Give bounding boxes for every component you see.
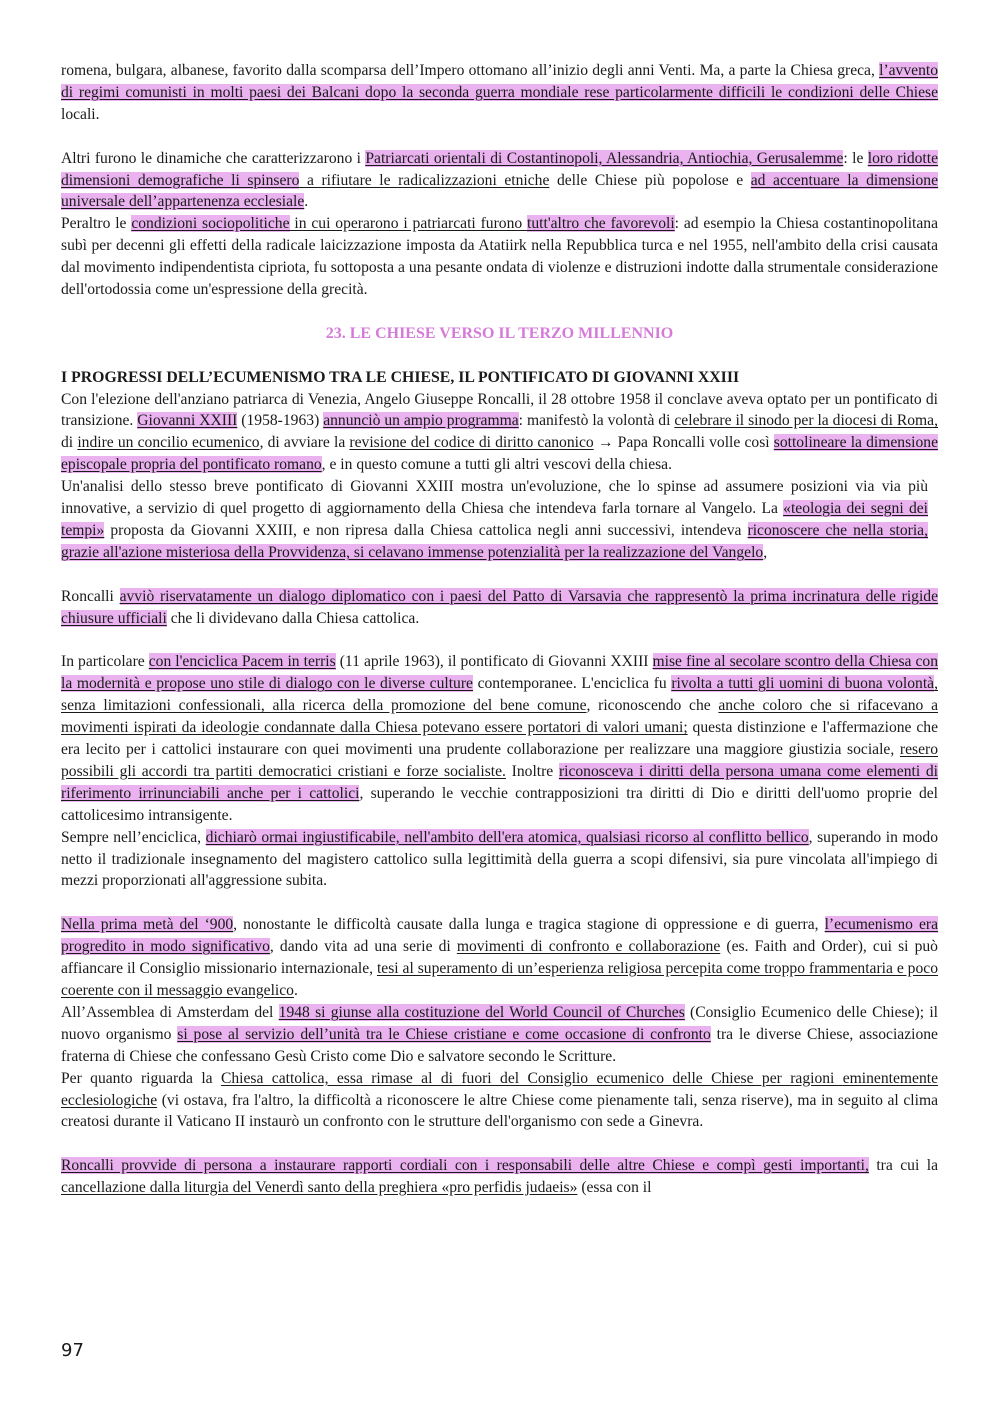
highlighted-text: ad accentuare la dimensione universale dell’appartenenza ecclesiale — [61, 171, 938, 211]
paragraph-signs-of-times — [61, 476, 938, 564]
paragraph-sociopolitical-conditions — [61, 213, 938, 301]
text-span: Inoltre — [505, 762, 559, 780]
text-span: questa distinzione e l'affermazione che era lecito per i cattolici instaurare con quei movimenti una prudente collaborazione per realizzare una maggiore giustizia sociale, — [61, 719, 938, 759]
underlined-text: celebrare il sinodo per la diocesi di Roma, — [674, 412, 938, 430]
underlined-text: in cui operarono i patriarcati furono — [289, 215, 528, 233]
paragraph-roncalli-election — [61, 389, 938, 477]
text-span: Peraltro le — [61, 215, 132, 233]
text-span: (es. Faith and Order), cui si può affiancare il Consiglio missionario internazionale, — [61, 938, 938, 978]
text-span: (essa con il — [577, 1179, 652, 1197]
text-span: (Consiglio Ecumenico delle Chiese); il nuovo organismo — [61, 1003, 938, 1043]
paragraph-pacem-in-terris — [61, 651, 938, 826]
text-span: , superando in modo netto il tradizionale insegnamento del magistero cattolico sulla legittimità della guerra a scopi difensivi, sia pure vincolata all'impiego di mezzi proporzionati all'aggressione subita. — [61, 828, 938, 890]
page-number: 97 — [61, 1340, 84, 1361]
highlighted-text: condizioni sociopolitiche — [131, 215, 290, 233]
text-span: : le — [843, 149, 868, 167]
section-title: I PROGRESSI DELL’ECUMENISMO TRA LE CHIESE, IL PONTIFICATO DI GIOVANNI XXIII — [61, 368, 740, 386]
underlined-text: revisione del codice di diritto canonico — [349, 434, 594, 452]
highlighted-text: l’ecumenismo era progredito in modo significativo — [61, 916, 938, 956]
text-span: All’Assemblea di Amsterdam del — [61, 1003, 279, 1021]
paragraph-eastern-patriarchates — [61, 148, 938, 214]
text-span: , e in questo comune a tutti gli altri vescovi della chiesa. — [321, 456, 672, 474]
text-span: contemporanee. L'enciclica fu — [472, 675, 672, 693]
underlined-text: cancellazione dalla liturgia del Venerdì santo della preghiera «pro perfidis judaeis» — [61, 1179, 578, 1197]
highlighted-text: Patriarcati orientali di Costantinopoli, Alessandria, Antiochia, Gerusalemme — [365, 149, 844, 167]
text-span: , superando le vecchie contrapposizioni tra diritti di Dio e diritti dell'uomo proprie del cattolicesimo intransigente. — [61, 784, 938, 824]
highlighted-text: 1948 si giunse alla costituzione del World Council of Churches — [278, 1003, 685, 1021]
text-span: delle Chiese più popolose e — [549, 171, 751, 189]
document-page — [61, 60, 938, 1199]
text-span: tra le diverse Chiese, associazione fraterna di Chiese che confessano Gesù Cristo come Dio e salvatore secondo le Scritture. — [61, 1025, 938, 1065]
text-span: Roncalli — [61, 587, 120, 605]
paragraph-warsaw-pact — [61, 586, 938, 630]
text-span: Con l'elezione dell'anziano patriarca di Venezia, Angelo Giuseppe Roncalli, il 28 ottobre 1958 il conclave aveva optato per un pontificato di transizione. — [61, 390, 938, 430]
highlighted-text: sottolineare la dimensione episcopale propria del pontificato romano — [61, 434, 939, 474]
underlined-text: movimenti di confronto e collaborazione — [456, 938, 721, 956]
text-span: di — [61, 434, 78, 452]
paragraph-atomic-era — [61, 827, 938, 893]
text-span: . — [293, 981, 298, 999]
highlighted-text: rivolta a tutti gli uomini di buona volontà — [671, 675, 935, 693]
chapter-title: 23. LE CHIESE VERSO IL TERZO MILLENNIO — [325, 324, 674, 342]
highlighted-text: annunciò un ampio programma — [323, 412, 519, 430]
highlighted-text: l’avvento di regimi comunisti in molti paesi dei Balcani dopo la seconda guerra mondiale rese particolarmente difficili le condizioni delle Chiese — [61, 62, 938, 101]
highlighted-text: con l'enciclica Pacem in terris — [148, 653, 336, 671]
text-span: (vi ostava, fra l'altro, la difficoltà a riconoscere le altre Chiese come pienamente tali, senza riserve), ma in seguito al clima creatosi durante il Vaticano II instaurò un confronto con le strutture dell'organismo con sede a Ginevra. — [61, 1091, 938, 1131]
text-span: , di avviare la — [259, 434, 350, 452]
text-span: . — [304, 193, 309, 211]
underlined-text: resero possibili gli accordi tra partiti democratici cristiani e forze socialiste. — [61, 741, 938, 780]
underlined-text: a rifiutare le radicalizzazioni etniche — [299, 171, 550, 189]
text-span: (1958-1963) — [237, 412, 324, 430]
highlighted-text: Giovanni XXIII — [137, 412, 238, 430]
arrow-icon: → — [593, 434, 618, 452]
text-span: che li dividevano dalla Chiesa cattolica. — [166, 609, 420, 627]
underlined-text: , senza limitazioni confessionali, alla ricerca della promozione del bene comune — [61, 675, 938, 715]
text-span: (11 aprile 1963), il pontificato di Giovanni XXIII — [335, 653, 653, 671]
text-span: Papa Roncalli volle così — [617, 434, 774, 452]
text-span: romena, bulgara, albanese, favorito dalla scomparsa dell’Impero ottomano all’inizio degli anni Venti. Ma, a parte la Chiesa greca, — [61, 62, 880, 79]
text-span: proposta da Giovanni XXIII, e non ripresa dalla Chiesa cattolica negli anni successivi, intendeva — [104, 521, 748, 539]
text-span: locali. — [61, 105, 100, 123]
text-span: , dando vita ad una serie di — [269, 938, 457, 956]
underlined-text: tesi al superamento di un’esperienza religiosa percepita come troppo frammentaria e poco coerente con il messaggio evangelico — [61, 960, 938, 999]
paragraph-roncalli-gestures — [61, 1155, 938, 1199]
underlined-text: indire un concilio ecumenico — [77, 434, 260, 452]
text-span: , — [763, 543, 768, 561]
underlined-text: anche coloro che si rifacevano a movimenti ispirati da ideologie condannate dalla Chiesa potevano essere portatori di valori umani; — [61, 697, 939, 737]
paragraph-amsterdam-assembly — [61, 1002, 938, 1068]
text-span: Un'analisi dello stesso breve pontificato di Giovanni XXIII mostra un'evoluzione, che lo spinse ad assumere posizioni via via più innovative, a servizio di quel progetto di aggiornamento della Chiesa che intendeva farla tornare al Vangelo. La — [61, 478, 928, 518]
underlined-text: Chiesa cattolica, essa rimase al di fuori del Consiglio ecumenico delle Chiese per ragioni eminentemente ecclesiologiche — [61, 1069, 939, 1109]
text-span: : manifestò la volontà di — [518, 412, 675, 430]
text-span: , nonostante le difficoltà causate dalla lunga e tragica stagione di oppressione e di guerra, — [233, 916, 825, 934]
text-span: Sempre nell’enciclica, — [61, 828, 206, 846]
highlighted-text: dichiarò ormai ingiustificabile, nell'ambito dell'era atomica, qualsiasi ricorso al conflitto bellico — [205, 828, 809, 846]
highlighted-text: riconoscere che nella storia, grazie all'azione misteriosa della Provvidenza, si celavano immense potenzialità per la realizzazione del Vangelo — [61, 521, 928, 561]
paragraph-balkans — [61, 60, 938, 126]
highlighted-text: Nella prima metà del ‘900 — [61, 916, 234, 934]
highlighted-text: «teologia dei segni dei tempi» — [61, 500, 928, 539]
highlighted-text: riconosceva i diritti della persona umana come elementi di riferimento irrinunciabili anche per i cattolici — [61, 762, 938, 802]
text-span: , riconoscendo che — [586, 697, 719, 715]
highlighted-text: mise fine al secolare scontro della Chiesa con la modernità e propose uno stile di dialogo con le diverse culture — [61, 653, 938, 693]
text-span: Altri furono le dinamiche che caratterizzarono i — [61, 149, 366, 167]
highlighted-text: si pose al servizio dell’unità tra le Chiese cristiane e come occasione di confronto — [177, 1025, 711, 1043]
text-span: tra cui la — [868, 1157, 938, 1175]
text-span: : ad esempio la Chiesa costantinopolitana subì per decenni gli effetti della radicale laicizzazione imposta da Atatiirk nella Repubblica turca e nel 1955, nell'ambito della crisi causata dal movimento indipendentista cipriota, fu sottoposta a una pesante ondata di violenze e distruzioni indotte dalla strumentale considerazione dell'ortodossia come un'espressione della grecità. — [61, 215, 938, 299]
highlighted-text: avviò riservatamente un dialogo diplomatico con i paesi del Patto di Varsavia che rappresentò la prima incrinatura delle rigide chiusure ufficiali — [61, 587, 939, 627]
highlighted-text: tutt'altro che favorevoli — [527, 215, 675, 233]
paragraph-catholic-church — [61, 1068, 938, 1134]
text-span: In particolare — [61, 653, 149, 671]
text-span: Per quanto riguarda la — [61, 1069, 221, 1087]
highlighted-text: Roncalli provvide di persona a instaurare rapporti cordiali con i responsabili delle altre Chiese e compì gesti importanti, — [61, 1157, 869, 1175]
paragraph-ecumenism-progress — [61, 914, 938, 1002]
highlighted-text: loro ridotte dimensioni demografiche li spinsero — [61, 149, 938, 189]
